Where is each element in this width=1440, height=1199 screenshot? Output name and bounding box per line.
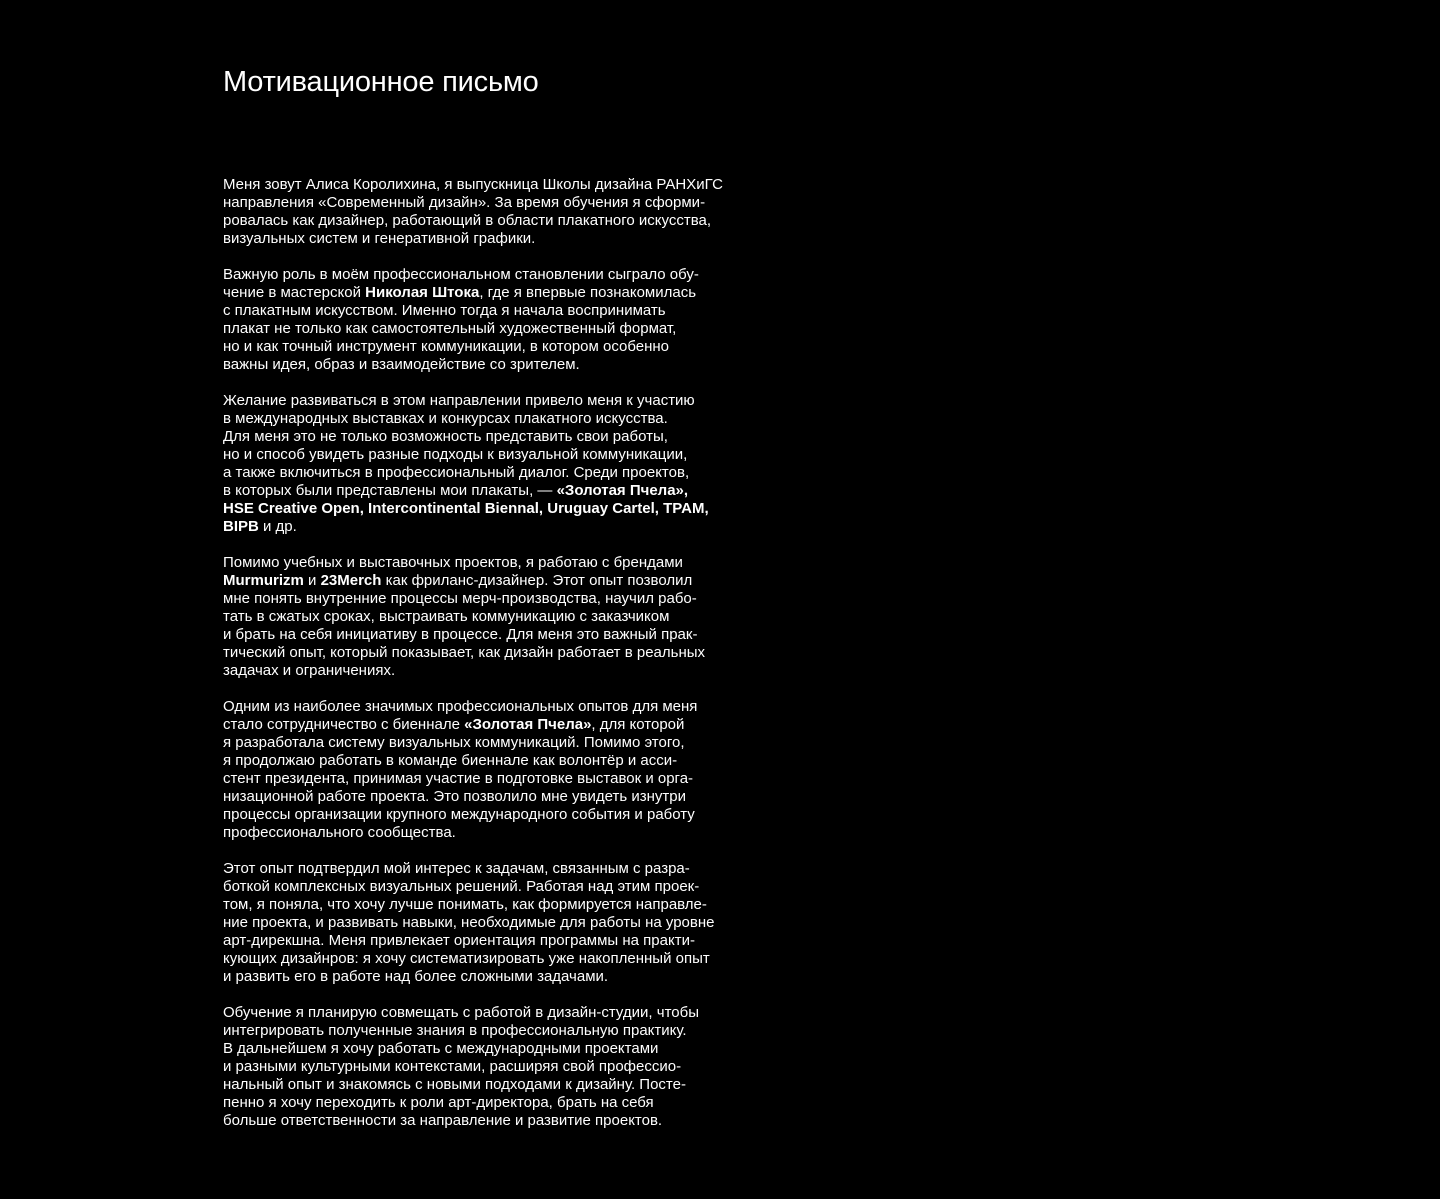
text-line <box>223 1076 783 1094</box>
text-line <box>223 1112 783 1130</box>
emphasized-text: Николая Штока <box>365 284 480 301</box>
text-run: мне понять внутренние процессы мерч-производства, научил рабо- <box>223 590 697 607</box>
text-line <box>223 752 783 770</box>
text-line <box>223 608 783 626</box>
emphasized-text: BIPB <box>223 518 259 535</box>
text-run: Обучение я планирую совмещать с работой в дизайн-студии, чтобы <box>223 1004 700 1021</box>
text-line <box>223 878 783 896</box>
text-line <box>223 806 783 824</box>
text-run: в которых были представлены мои плакаты, — <box>223 482 557 499</box>
text-line <box>223 356 783 374</box>
text-line <box>223 860 783 878</box>
text-run: чение в мастерской <box>223 284 366 301</box>
text-line <box>223 338 783 356</box>
text-line <box>223 392 783 410</box>
text-run: визуальных систем и генеративной графики. <box>223 230 536 247</box>
text-run: интегрировать полученные знания в профессиональную практику. <box>223 1022 687 1039</box>
text-line <box>223 446 783 464</box>
letter-paragraph <box>223 1004 783 1130</box>
page-title: Мотивационное письмо <box>223 66 539 98</box>
text-run: и развить его в работе над более сложными задачами. <box>223 968 609 985</box>
text-line <box>223 734 783 752</box>
text-line <box>223 644 783 662</box>
text-run: больше ответственности за направление и развитие проектов. <box>223 1112 663 1129</box>
text-run: , где я впервые познакомилась <box>479 284 697 301</box>
text-run: и разными культурными контекстами, расширяя свой профессио- <box>223 1058 682 1075</box>
emphasized-text: 23Merch <box>320 572 382 589</box>
text-line <box>223 500 783 518</box>
letter-paragraph <box>223 860 783 986</box>
letter-body <box>223 176 783 1148</box>
text-run: направления «Современный дизайн». За время обучения я сформи- <box>223 194 706 211</box>
text-run: плакат не только как самостоятельный художественный формат, <box>223 320 677 337</box>
text-run: Желание развиваться в этом направлении привело меня к участию <box>223 392 695 409</box>
text-run: тический опыт, который показывает, как дизайн работает в реальных <box>223 644 706 661</box>
emphasized-text: «Золотая Пчела», <box>556 482 689 499</box>
text-run: я разработала систему визуальных коммуникаций. Помимо этого, <box>223 734 685 751</box>
letter-paragraph <box>223 554 783 680</box>
text-line <box>223 698 783 716</box>
letter-paragraph <box>223 392 783 536</box>
letter-paragraph <box>223 698 783 842</box>
text-line <box>223 284 783 302</box>
text-run: в международных выставках и конкурсах плакатного искусства. <box>223 410 668 427</box>
text-run: и брать на себя инициативу в процессе. Для меня это важный прак- <box>223 626 698 643</box>
text-run: нальный опыт и знакомясь с новыми подходами к дизайну. Посте- <box>223 1076 686 1093</box>
text-run: ние проекта, и развивать навыки, необходимые для работы на уровне <box>223 914 715 931</box>
text-line <box>223 482 783 500</box>
text-run: процессы организации крупного международного события и работу <box>223 806 695 823</box>
text-run: важны идея, образ и взаимодействие со зрителем. <box>223 356 580 373</box>
text-run: Помимо учебных и выставочных проектов, я работаю с брендами <box>223 554 683 571</box>
text-run: и <box>303 572 321 589</box>
text-line <box>223 1022 783 1040</box>
text-line <box>223 1094 783 1112</box>
text-run: с плакатным искусством. Именно тогда я начала воспринимать <box>223 302 666 319</box>
text-line <box>223 914 783 932</box>
emphasized-text: Murmurizm <box>223 572 304 589</box>
text-run: стало сотрудничество с биеннале <box>223 716 465 733</box>
text-line <box>223 770 783 788</box>
text-line <box>223 176 783 194</box>
text-line <box>223 626 783 644</box>
text-run: и др. <box>258 518 297 535</box>
text-line <box>223 1058 783 1076</box>
text-run: задачах и ограничениях. <box>223 662 396 679</box>
text-line <box>223 320 783 338</box>
text-run: боткой комплексных визуальных решений. Работая над этим проек- <box>223 878 700 895</box>
text-run: стент президента, принимая участие в подготовке выставок и орга- <box>223 770 694 787</box>
text-run: Для меня это не только возможность представить свои работы, <box>223 428 668 445</box>
text-run: кующих дизайнров: я хочу систематизировать уже накопленный опыт <box>223 950 710 967</box>
text-line <box>223 1004 783 1022</box>
text-line <box>223 950 783 968</box>
text-line <box>223 662 783 680</box>
text-run: В дальнейшем я хочу работать с международными проектами <box>223 1040 659 1057</box>
text-run: как фриланс-дизайнер. Этот опыт позволил <box>381 572 693 589</box>
text-line <box>223 896 783 914</box>
text-run: а также включиться в профессиональный диалог. Среди проектов, <box>223 464 690 481</box>
text-run: низационной работе проекта. Это позволило мне увидеть изнутри <box>223 788 686 805</box>
text-run: том, я поняла, что хочу лучше понимать, как формируется направле- <box>223 896 707 913</box>
emphasized-text: HSE Creative Open, Intercontinental Biennal, Uruguay Cartel, TPAM, <box>223 500 709 517</box>
text-run: Одним из наиболее значимых профессиональных опытов для меня <box>223 698 698 715</box>
text-run: тать в сжатых сроках, выстраивать коммуникацию с заказчиком <box>223 608 670 625</box>
text-line <box>223 266 783 284</box>
emphasized-text: «Золотая Пчела» <box>464 716 592 733</box>
text-line <box>223 716 783 734</box>
text-line <box>223 824 783 842</box>
text-run: но и как точный инструмент коммуникации, в котором особенно <box>223 338 670 355</box>
text-line <box>223 554 783 572</box>
text-line <box>223 212 783 230</box>
text-line <box>223 1040 783 1058</box>
text-line <box>223 932 783 950</box>
text-run: профессионального сообщества. <box>223 824 456 841</box>
text-line <box>223 464 783 482</box>
text-line <box>223 968 783 986</box>
text-line <box>223 572 783 590</box>
text-run: я продолжаю работать в команде биеннале как волонтёр и асси- <box>223 752 678 769</box>
text-run: арт-дирекшна. Меня привлекает ориентация программы на практи- <box>223 932 695 949</box>
text-line <box>223 788 783 806</box>
text-run: пенно я хочу переходить к роли арт-директора, брать на себя <box>223 1094 654 1111</box>
letter-paragraph <box>223 266 783 374</box>
text-line <box>223 428 783 446</box>
text-run: Меня зовут Алиса Королихина, я выпускница Школы дизайна РАНХиГС <box>223 176 723 193</box>
text-run: Важную роль в моём профессиональном становлении сыграло обу- <box>223 266 699 283</box>
letter-paragraph <box>223 176 783 248</box>
text-line <box>223 302 783 320</box>
text-run: Этот опыт подтвердил мой интерес к задачам, связанным с разра- <box>223 860 690 877</box>
text-line <box>223 518 783 536</box>
text-run: но и способ увидеть разные подходы к визуальной коммуникации, <box>223 446 688 463</box>
text-run: , для которой <box>591 716 685 733</box>
text-line <box>223 194 783 212</box>
text-line <box>223 410 783 428</box>
text-run: ровалась как дизайнер, работающий в области плакатного искусства, <box>223 212 712 229</box>
text-line <box>223 590 783 608</box>
text-line <box>223 230 783 248</box>
